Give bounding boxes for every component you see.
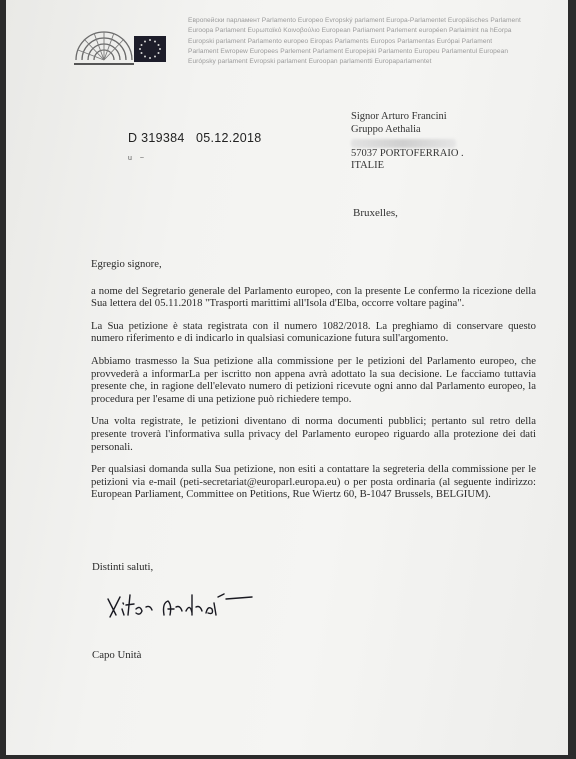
greeting: Egregio signore, bbox=[91, 258, 162, 270]
reference-line bbox=[128, 131, 262, 145]
european-parliament-logo bbox=[72, 20, 170, 76]
place-line: Bruxelles, bbox=[353, 207, 398, 219]
recipient-country: ITALIE bbox=[351, 160, 384, 172]
closing: Distinti saluti, bbox=[92, 561, 154, 573]
recipient-city: 57037 PORTOFERRAIO . bbox=[351, 147, 464, 159]
redacted-street bbox=[351, 139, 456, 148]
signatory-role: Capo Unità bbox=[92, 649, 142, 661]
masthead-line: Európsky parlament Evropski parlament Euroopan parlamentti Europaparlamentet bbox=[188, 58, 432, 66]
reference-date: 05.12.2018 bbox=[195, 131, 262, 145]
recipient-name: Signor Arturo Francini bbox=[351, 111, 447, 122]
masthead-line: Европейски парламент Parlamento Europeo Evropský parlament Europa-Parlamentet Europäisches Parlament bbox=[188, 17, 521, 24]
institution-names-masthead bbox=[188, 16, 568, 67]
handwritten-marks: u ~ bbox=[128, 155, 147, 162]
handwritten-signature bbox=[102, 585, 262, 625]
masthead-line: Euroopa Parlament Ευρωπαϊκό Κοινοβούλιο European Parliament Parlement européen Parlaimint na hEorpa bbox=[188, 27, 512, 35]
paragraph: a nome del Segretario generale del Parlamento europeo, con la presente Le confermo la ricezione della Sua lettera del 05.11.2018 "Trasporti marittimi all'Isola d'Elba, occorre voltare pagina". bbox=[91, 284, 536, 310]
letter-body bbox=[91, 258, 536, 511]
paragraph: Una volta registrate, le petizioni diventano di norma documenti pubblici; pertanto sul retro della presente troverà l'informativa sulla privacy del Parlamento europeo riguardo alla protezione dei dati personali. bbox=[91, 415, 536, 453]
masthead-line: Europski parlament Parlamento europeo Eiropas Parlaments Europos Parlamentas Európai Parlament bbox=[188, 37, 493, 45]
paragraph: Abbiamo trasmesso la Sua petizione alla commissione per le petizioni del Parlamento europeo, che provvederà a informarLa per iscritto non appena avrà adottato la sua decisione. Le facciamo tuttavia presente che, in ragione dell'elevato numero di petizioni ricevute ogni anno dal Parlamento europeo, la procedura per l'esame di una petizione può richiedere tempo. bbox=[91, 354, 536, 405]
masthead-line: Parlament Ewropew Europees Parlement Parlament Europejski Parlamento Europeu Parlamentul European bbox=[188, 47, 509, 55]
paragraph: La Sua petizione è stata registrata con il numero 1082/2018. La preghiamo di conservare questo numero riferimento e di indicarlo in qualsiasi comunicazione futura sull'argomento. bbox=[91, 319, 536, 345]
letter-page bbox=[6, 0, 568, 755]
recipient-group: Gruppo Aethalia bbox=[351, 123, 421, 135]
recipient-address bbox=[351, 111, 464, 173]
reference-number: D 319384 bbox=[128, 131, 185, 145]
paragraph: Per qualsiasi domanda sulla Sua petizione, non esiti a contattare la segreteria della commissione per le petizioni via e-mail (peti-secretariat@europarl.europa.eu) o per posta ordinaria (al seguente indirizzo: European Parliament, Committee on Petitions, Rue Wiertz 60, B-1047 Brussels, BELGIUM). bbox=[91, 463, 536, 501]
